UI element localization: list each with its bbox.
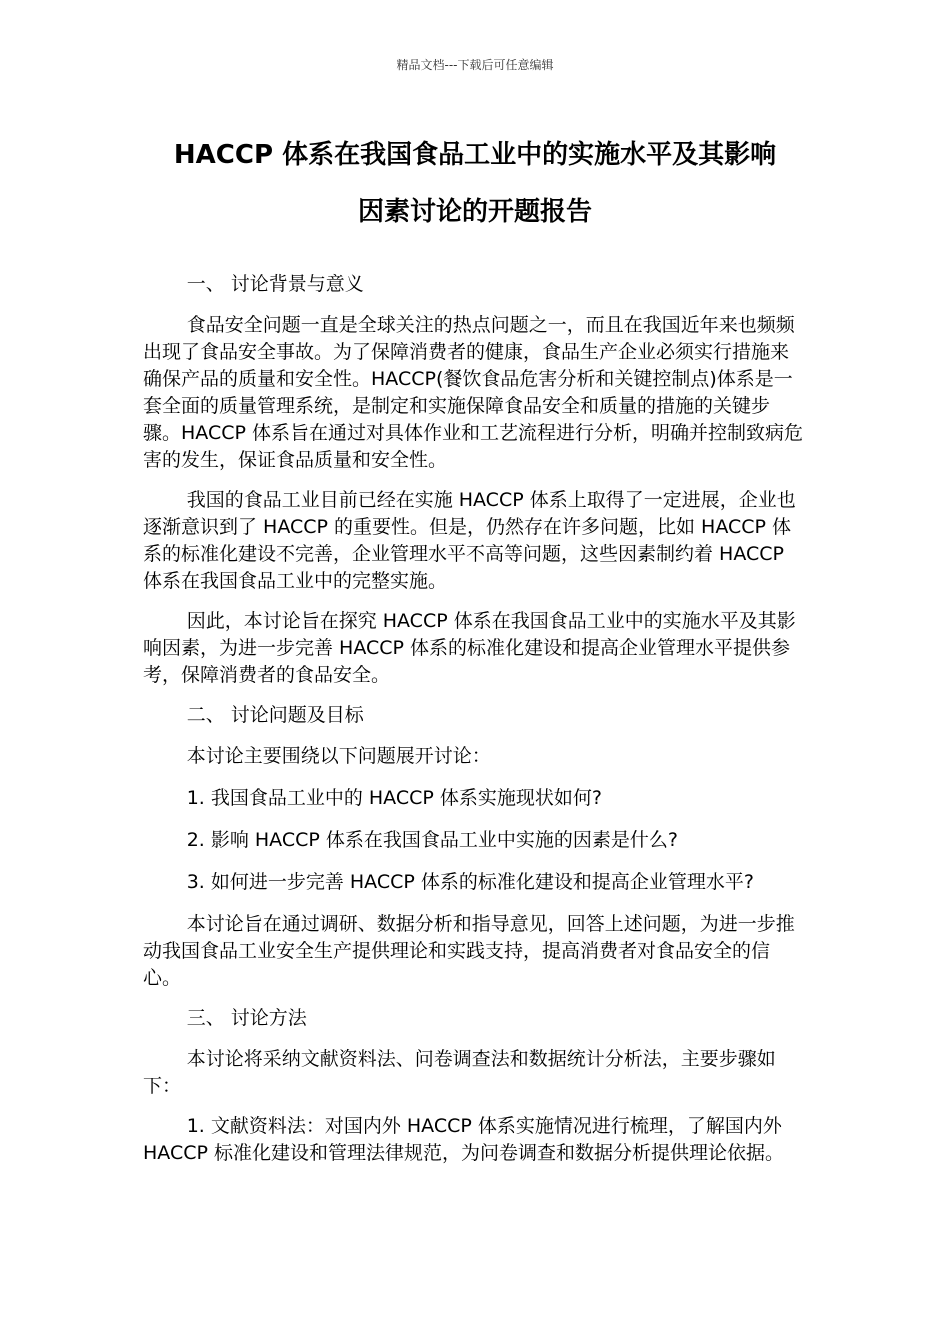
- section-2-question-2: 2. 影响 HACCP 体系在我国食品工业中实施的因素是什么?: [186, 829, 678, 851]
- section-3-heading: 三、 讨论方法: [186, 1007, 307, 1029]
- section-2-question-1: 1. 我国食品工业中的 HACCP 体系实施现状如何?: [186, 787, 602, 809]
- section-3-step-1: 1. 文献资料法：对国内外 HACCP 体系实施情况进行梳理，了解国内外 HACCP 标准化建设和管理法律规范，为问卷调查和数据分析提供理论依据。: [143, 1115, 784, 1164]
- document-title-line-2: 因素讨论的开题报告: [357, 197, 592, 227]
- section-2-question-3: 3. 如何进一步完善 HACCP 体系的标准化建设和提高企业管理水平?: [186, 871, 754, 893]
- section-1-paragraph-1: 食品安全问题一直是全球关注的热点问题之一，而且在我国近年来也频频出现了食品安全事故。为了保障消费者的健康，食品生产企业必须实行措施来确保产品的质量和安全性。HACCP(餐饮食品危害分析和关键控制点)体系是一套全面的质量管理系统，是制定和实施保障食品安全和质量的措施的关键步骤。HACCP 体系旨在通过对具体作业和工艺流程进行分析，明确并控制致病危害的发生，保证食品质量和安全性。: [143, 314, 803, 471]
- document-body: [143, 271, 805, 1180]
- document-title-line-1: HACCP 体系在我国食品工业中的实施水平及其影响: [173, 140, 777, 170]
- section-3-intro: 本讨论将采纳文献资料法、问卷调查法和数据统计分析法，主要步骤如下：: [143, 1048, 776, 1097]
- section-1-paragraph-2: 我国的食品工业目前已经在实施 HACCP 体系上取得了一定进展，企业也逐渐意识到了 HACCP 的重要性。但是，仍然存在许多问题，比如 HACCP 体系的标准化建设不完善，企业管理水平不高等问题，这些因素制约着 HACCP 体系在我国食品工业中的完整实施。: [143, 489, 796, 592]
- section-2-intro: 本讨论主要围绕以下问题展开讨论：: [186, 745, 491, 767]
- section-1-paragraph-3: 因此，本讨论旨在探究 HACCP 体系在我国食品工业中的实施水平及其影响因素，为进一步完善 HACCP 体系的标准化建设和提高企业管理水平提供参考，保障消费者的食品安全。: [143, 610, 796, 686]
- page-header-note: 精品文档---下载后可任意编辑: [396, 58, 554, 72]
- section-2-paragraph: 本讨论旨在通过调研、数据分析和指导意见，回答上述问题，为进一步推动我国食品工业安全生产提供理论和实践支持，提高消费者对食品安全的信心。: [143, 913, 795, 989]
- section-2-heading: 二、 讨论问题及目标: [186, 704, 364, 726]
- section-1-heading: 一、 讨论背景与意义: [186, 273, 364, 295]
